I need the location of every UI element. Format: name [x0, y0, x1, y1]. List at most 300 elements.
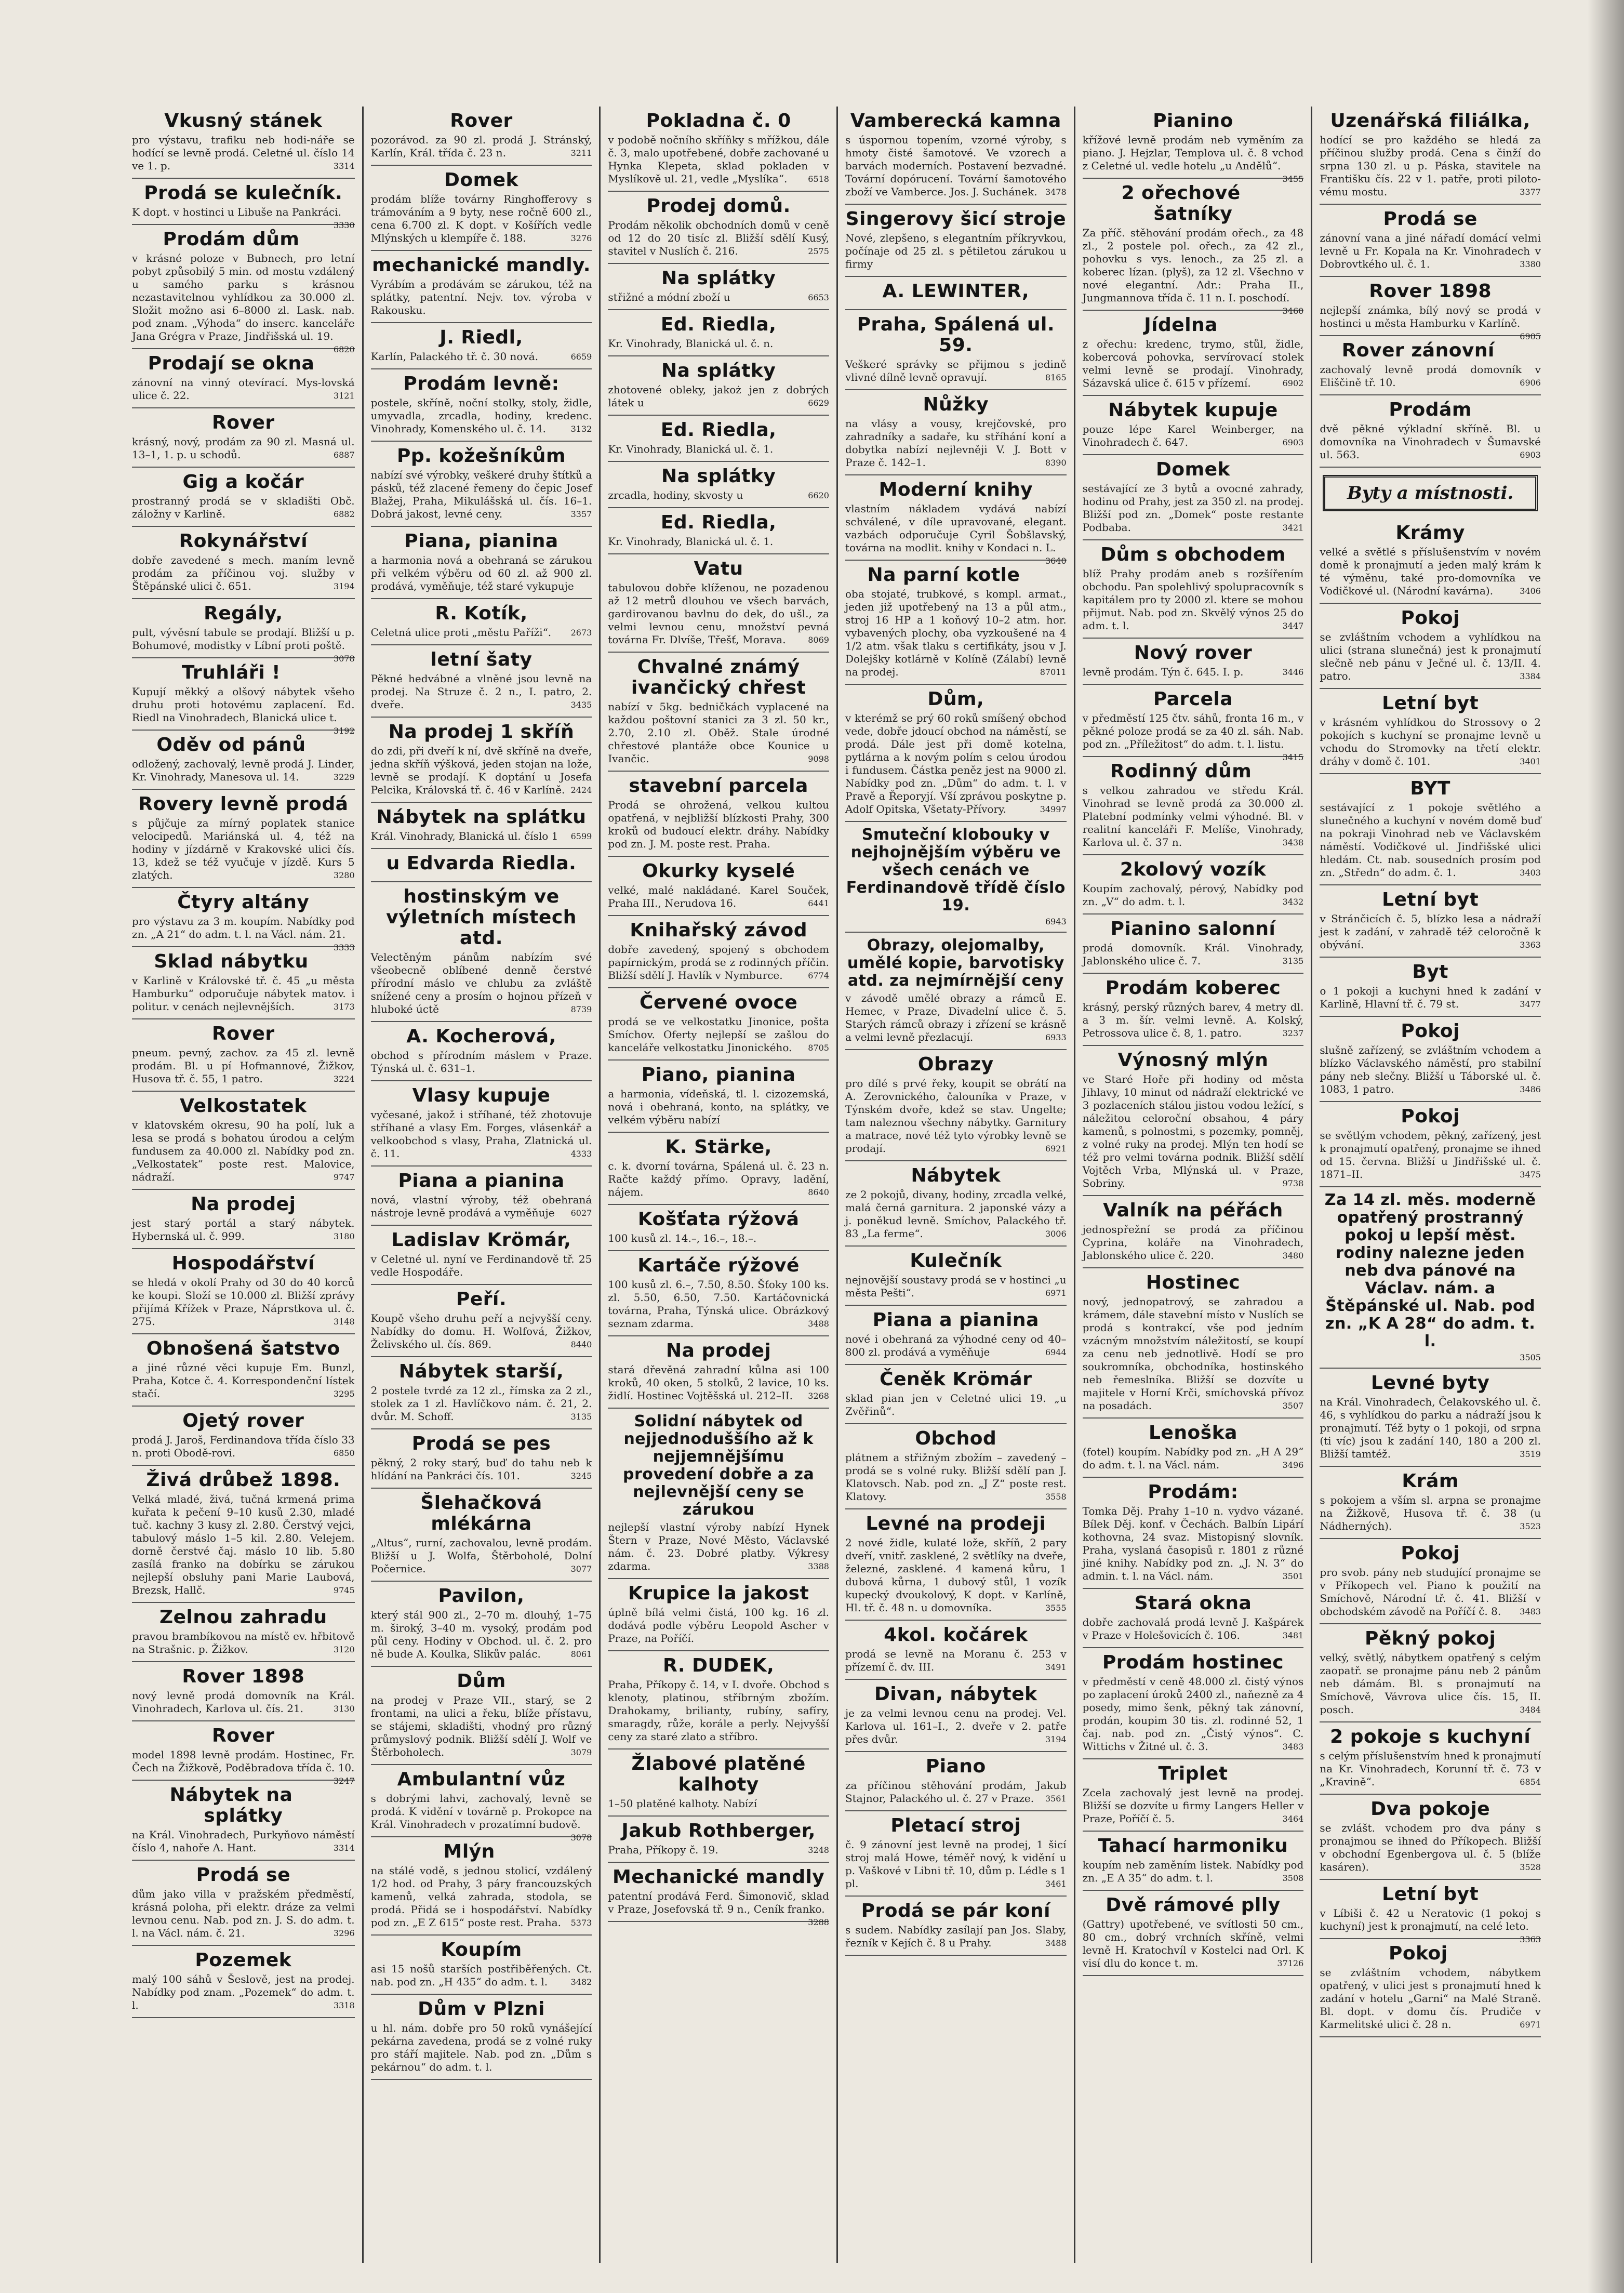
ad-body: 2 postele tvrdé za 12 zl., římska za 2 zl., stolek za 1 zl. Havlíčkovo nám. č. 21, 2. dvůr. M. Schoff. 3135	[370, 1384, 592, 1423]
ad-body: Tomka Děj. Prahy 1–10 n. vydvo vázané. Bílek Děj. konf. v Čechách. Balbín Lipárí kothovna, 24 svaz. Mistopisný slovník. Praha, vyslaná časopisů r. 1801 z různé jiné knihy. Nabídky pod zn. „J. N. 3“ do admin. t. l. na Václ. nám. 3501	[1082, 1505, 1304, 1582]
ad-code: 3248	[808, 1845, 829, 1855]
ad-body: prostranný prodá se v skladišti Obč. záložny v Karlině. 6882	[132, 495, 355, 520]
ad-body: prodá J. Jaroš, Ferdinandova třída číslo 33 n. proti Obodě-rovi. 6850	[132, 1434, 355, 1459]
classified-ad	[845, 277, 1067, 310]
classified-ad	[132, 947, 355, 1019]
ad-body: a harmonia nová a obehraná se zárukou při velkém výběru od 60 zl. až 900 zl. prodává, vyměňuje, též staré vykupuje	[370, 554, 592, 592]
ad-body: úplně bílá velmi čistá, 100 kg. 16 zl. dodává podle výběru Leopold Ascher v Praze, na Poříčí.	[608, 1606, 829, 1645]
classified-ad	[845, 1050, 1067, 1161]
ad-body: do zdi, při dveří k ní, dvě skříně na dveře, jedna skříň výšková, jeden stojan na lože, levně se prodají. K doptání u Josefa Pelcika, Královská tř. č. 46 v Karlíně. 2424	[370, 745, 592, 796]
classified-ad	[608, 356, 829, 416]
classified-ad	[845, 1306, 1067, 1365]
classified-ad	[608, 1061, 829, 1133]
ad-body: 100 kusů zl. 14.–, 16.–, 18.–.	[608, 1232, 757, 1244]
classified-ad	[371, 1167, 592, 1226]
classified-ad	[132, 1466, 355, 1603]
ad-body: Pěkné hedvábné a vlněné jsou levně na prodej. Na Struze č. 2 n., I. patro, 2. dveře. 3435	[370, 672, 592, 711]
classified-ad	[371, 849, 592, 882]
ad-heading: Prodá se kulečník.	[144, 182, 343, 204]
ad-heading: Rover	[212, 1725, 275, 1746]
classified-ad	[1083, 1268, 1304, 1419]
ad-heading: Hostinec	[1146, 1272, 1241, 1293]
ad-heading: Domek	[1156, 459, 1230, 480]
ad-body: Nové, zlepšeno, s elegantním příkryvkou, počínaje od 25 zl. s pětiletou zárukou u firmy	[845, 232, 1067, 270]
classified-ad	[371, 1022, 592, 1081]
ad-body: Zcela zachovalý jest levně na prodej. Bližší se dozvíte u firmy Langers Heller v Praze, Poříčí č. 5. 3464	[1082, 1786, 1304, 1825]
ad-body: pozorávod. za 90 zl. prodá J. Stránský, Karlín, Král. třída č. 23 n. 3211	[370, 134, 592, 159]
ad-code: 3006	[1045, 1229, 1067, 1239]
classified-ad	[1320, 1939, 1541, 2037]
classified-ad	[132, 349, 355, 408]
ad-code: 6905	[1520, 332, 1541, 341]
ad-body: v Karlině v Královské tř. č. 45 „u města Hamburku“ odporučuje nábytek matov. i politur. v cenách nejlevnějších. 3173	[132, 974, 355, 1013]
classified-ad	[132, 1190, 355, 1249]
ad-heading: Ojetý rover	[182, 1410, 304, 1432]
ad-heading: Sklad nábytku	[154, 951, 309, 972]
ad-body: v krásné poloze v Bubnech, pro letní pobyt způsobilý 5 min. od mostu vzdálený u samého parku s krásnou nezastavitelnou vyhlídkou za 30.000 zl. Složit možno asi 6–8000 zl. Lask. nab. pod znam. „Výhoda“ do inserc. kanceláře Jana Grégra v Praze, Jindřišská ul. 19. 6820	[132, 252, 355, 343]
ad-code: 6906	[1520, 378, 1541, 388]
ad-body: blíž Prahy prodám aneb s rozšířením obchodu. Pan spolehlivý spolupracovník s kapitálem pro ty 2000 zl. ktere se mohou přijmut. Nab. pod zn. Skvělý výnos 25 do adm. t. l. 3447	[1082, 567, 1304, 632]
ad-heading: R. DUDEK,	[663, 1655, 775, 1676]
ad-heading: Jakub Rothberger,	[621, 1820, 816, 1841]
ad-code: 4333	[570, 1149, 592, 1159]
ad-body: model 1898 levně prodám. Hostinec, Fr. Čech na Žižkově, Poděbradova třída č. 10. 3247	[132, 1748, 355, 1774]
ad-code: 3486	[1520, 1084, 1541, 1094]
ad-body: 2 nové židle, kulaté lože, skříň, 2 pary dveří, vnitř. zasklené, 2 světlíky na dveře, železné, zasklené. 4 kamená kůru, 1 dubová kůrna, 1 dubový stůl, 1 vozík kupecký dvoukolový, K dopt. v Karlíně, Hl. tř. č. 48 n. u domovníka. 3555	[845, 1536, 1067, 1614]
ad-heading: Krám	[1402, 1470, 1459, 1492]
ad-code: 8061	[570, 1649, 592, 1659]
ad-code: 6854	[1520, 1777, 1541, 1787]
ad-heading: Ed. Riedla,	[660, 419, 777, 441]
ad-code: 87011	[1040, 667, 1067, 677]
column-5	[1074, 107, 1311, 2263]
classified-ad	[608, 1205, 829, 1251]
ad-code: 6629	[808, 398, 829, 408]
ad-heading: Valník na péřách	[1103, 1200, 1283, 1221]
ad-code: 3478	[1045, 187, 1067, 197]
ad-body: střižné a módní zboží u 6653	[608, 291, 829, 303]
classified-ad	[132, 468, 355, 527]
ad-heading: Knihařský závod	[630, 920, 807, 941]
ad-code: 6820	[333, 344, 355, 354]
ad-code: 6659	[570, 352, 592, 362]
ad-heading: Žlabové platěné kalhoty	[631, 1753, 806, 1795]
ad-heading: Pokoj	[1401, 1543, 1460, 1564]
ad-heading: Prodá se	[196, 1864, 290, 1886]
ad-body: krásný, nový, prodám za 90 zl. Masná ul. 13–1, 1. p. u schodů. 6887	[132, 435, 355, 461]
classified-ad	[132, 179, 355, 230]
ad-code: 3173	[333, 1002, 355, 1012]
ad-code: 3120	[333, 1645, 355, 1654]
ad-code: 3132	[570, 424, 592, 434]
ad-body: na Král. Vinohradech, Purkyňovo náměstí číslo 4, nahoře A. Hant. 3314	[132, 1828, 355, 1854]
ad-body: zachovalý levně prodá domovník v Eliščině tř. 10. 6906	[1320, 363, 1541, 389]
ad-heading: Oděv od pánů	[156, 734, 306, 756]
ad-body: Za příč. stěhování prodám ořech., za 48 zl., 2 postele pol. ořech., za 42 zl., pohovku s vys. lenoch., za 25 zl. a koberec lízan. (plyš), za 12 zl. Všechno v nové elegantní. Adr.: Praha II., Jungmannova třída č. 11 n. I. poschodí. 3460	[1083, 227, 1304, 304]
ad-heading: Obrazy	[917, 1054, 994, 1075]
ad-code: 3461	[1045, 1879, 1067, 1889]
ad-heading: Piana a pianina	[872, 1309, 1039, 1331]
ad-code: 3229	[333, 772, 355, 782]
ad-body: krásný, perský různých barev, 4 metry dl. a 3 m. šír. velmi levně. A. Kolský, Petrossova ulice č. 8, 1. patro. 3237	[1082, 1001, 1304, 1039]
ad-heading: Vamberecká kamna	[850, 110, 1061, 131]
ad-body: se zvláštním vchodem a vyhlídkou na ulici (strana slunečná) jest k pronajmutí slečně neb pánu v Ječné ul. č. 13/II. 4. patro. 3384	[1320, 631, 1541, 682]
ad-code: 3288	[808, 1917, 829, 1927]
ad-code: 6441	[808, 898, 829, 908]
ad-body: Kupují měkký a olšový nábytek všeho druhu proti hotovému zaplacení. Ed. Riedl na Vinohradech, Blanická ulice t. 3192	[132, 685, 355, 724]
ad-body: K dopt. v hostinci u Libuše na Pankráci. 3330	[132, 206, 355, 219]
classified-ad	[371, 1936, 592, 1995]
ad-heading: Pokoj	[1401, 1106, 1460, 1127]
classified-ad	[1320, 604, 1541, 689]
ad-heading: Singerovy šicí stroje	[845, 208, 1067, 230]
ad-body: prodám blíže továrny Ringhofferovy s trámováním a 9 byty, nese ročně 600 zl., cena 6.700 zl. K dopt. v Košířích vedle Mlýnských u klempíře č. 188. 3276	[370, 193, 592, 244]
ad-body: Král. Vinohrady, Blanická ul. číslo 1 6599	[370, 830, 592, 842]
ad-heading: Kartáče rýžové	[637, 1255, 800, 1276]
ad-body: v krásném vyhlídkou do Strossovy o 2 pokojích s kuchyní se pronajme levně u vchodu do Stromovky na třetí elektr. dráhy v domě č. 101. 3401	[1320, 716, 1541, 767]
ad-code: 8069	[808, 635, 829, 645]
ad-body: v kterémž se prý 60 roků smíšený obchod vede, dobře jdoucí obchod na náměstí, se prodá. Dále jest při domě kotelna, pytlárna a k novým polím s celou úrodou i fundusem. Částka peněz jest na 9000 zl. Nabídky pod zn. „Dům“ do adm. t. l. v Pravě a Řeporyjí. Vší zprávou poskytne p. Adolf Opitska, Všetaty-Přívory. 34997	[845, 712, 1067, 815]
ad-heading: Rover 1898	[182, 1666, 305, 1687]
ad-code: 3363	[1520, 940, 1541, 950]
ad-heading: Velkostatek	[180, 1095, 307, 1117]
ad-code: 6933	[1045, 1032, 1067, 1042]
ad-code: 6944	[1045, 1347, 1067, 1357]
classified-ad	[1082, 685, 1304, 762]
ad-heading: Tahací harmoniku	[1098, 1835, 1288, 1857]
ad-heading: A. Kocherová,	[406, 1026, 556, 1047]
ad-heading: Rodinný dům	[1110, 761, 1252, 782]
ad-heading: mechanické mandly.	[372, 255, 591, 276]
ad-code: 6887	[333, 450, 355, 460]
ad-body: pneum. pevný, zachov. za 45 zl. levně prodám. Bl. u pí Hofmannové, Žižkov, Husova tř. č. 55, 1 patro. 3224	[132, 1046, 355, 1085]
classified-ad	[1320, 107, 1541, 205]
classified-ad	[371, 803, 592, 849]
ad-heading: Rover 1898	[1369, 281, 1492, 302]
ad-code: 2673	[570, 628, 592, 638]
ad-body: o 1 pokoji a kuchyni hned k zadání v Karlině, Hlavní tř. č. 79 st. 3477	[1320, 985, 1541, 1010]
ad-code: 3295	[333, 1389, 355, 1399]
ad-code: 3519	[1520, 1449, 1541, 1459]
classified-ad	[371, 166, 592, 251]
classified-ad	[1320, 885, 1541, 958]
classified-ad	[845, 1247, 1067, 1306]
ad-code: 3377	[1520, 187, 1541, 197]
ad-heading: Divan, nábytek	[874, 1684, 1037, 1705]
classified-ad	[132, 408, 355, 468]
ad-heading: 4kol. kočárek	[884, 1624, 1028, 1646]
ad-code: 8705	[808, 1043, 829, 1053]
ad-code: 3475	[1520, 1170, 1541, 1179]
ad-body: Velectěným pánům nabízím své všeobecně oblíbené denně čerstvé přírodní máslo ve chlubu za zvláště snížené ceny a prosím o hojnou přízeň v hluboké úctě 8739	[370, 951, 592, 1015]
ad-code: 3505	[1520, 1353, 1541, 1362]
classified-ad	[371, 599, 592, 645]
ad-body: na prodej v Praze VII., starý, se 2 frontami, na ulici a řeku, blíže přístavu, se stájemi, skladišti, vhodný pro různý průmyslový podnik. Bližší sdělí J. Wolf ve Štěrboholech. 3079	[370, 1694, 592, 1758]
classified-ad	[608, 1749, 829, 1817]
ad-heading: Jídelna	[1144, 314, 1218, 336]
ad-code: 3403	[1520, 868, 1541, 878]
ad-code: 3079	[570, 1747, 592, 1757]
classified-ad	[371, 1081, 592, 1167]
ad-body: velké a světlé s příslušenstvím v novém domě k pronajmutí a jeden malý krám k té výměnu, také pro-domovníka ve Vodičkové ul. (Národní kavárna). 3406	[1320, 546, 1541, 597]
classified-ad	[845, 1365, 1067, 1424]
ad-body: se zvláštním vchodem, nábytkem opatřený, v ulici jest s pronajmutí hned k zadání v hotelu „Garni“ na Malé Straně. Bl. dopt. v domu čís. Prudiče v Karmelitské ulici č. 28 n. 6971	[1320, 1966, 1541, 2031]
classified-ad	[608, 1651, 829, 1749]
ad-body: nové i obehraná za výhodné ceny od 40–800 zl. prodává a vyměňuje 6944	[845, 1333, 1067, 1358]
classified-ad	[132, 225, 355, 354]
ad-code: 3135	[1282, 956, 1304, 966]
ad-heading: Lenoška	[1149, 1422, 1237, 1443]
classified-ad	[845, 1509, 1067, 1621]
ad-body: prodá se levně na Moranu č. 253 v přízemí č. dv. III. 3491	[845, 1648, 1067, 1673]
classified-ad	[845, 475, 1067, 566]
ad-body: „Altus“, rurní, zachovalou, levně prodám. Bližší u J. Wolfa, Štěrboholé, Dolní Počernice. 3077	[370, 1536, 592, 1575]
ad-heading: BYT	[1410, 778, 1450, 799]
ad-code: 3224	[333, 1074, 355, 1084]
ad-body: hodící se pro každého se hledá za příčinou služby prodá. Cena s činží do srpna 130 zl. u p. Páska, stavitele na Františku čís. 22 v 1. patře, proti piloto-vému mostu. 3377	[1320, 134, 1541, 198]
ad-heading: Byt	[1412, 961, 1448, 983]
classified-ad	[132, 1249, 355, 1334]
classified-ad	[132, 1781, 355, 1861]
classified-columns	[125, 107, 1548, 2263]
ad-heading: Truhláři !	[181, 662, 281, 683]
ad-code: 3483	[1282, 1742, 1304, 1752]
ad-body: Velká mladé, živá, tučná krmená prima kuřata k pečení 9–10 kusů 2.30, mladé tuč. kachny 3 kusy zl. 2.80. Čerstvý vejci, tabulový máslo 1–5 kil. 2.80. Velejem. dorně čerstvé čaj. máslo 10 lib. 5.80 zasílá franko na dobírku se zárukou nejlepší obsluhy pani Marie Laubová, Brezsk, Hallč. 9745	[132, 1493, 355, 1596]
ad-code: 9098	[808, 754, 829, 764]
classified-ad	[132, 599, 355, 664]
ad-body: nabízí své výrobky, veškeré druhy štítků a pásků, též zlacené řemeny do čepic Josef Blažej, Praha, Mikulášská ul. čís. 16–1. Dobrá jakost, levné ceny. 3357	[370, 469, 592, 520]
ad-code: 6850	[333, 1448, 355, 1458]
ad-code: 3496	[1282, 1460, 1304, 1470]
classified-ad	[608, 462, 829, 508]
ad-heading: Piano, pianina	[641, 1064, 796, 1085]
classified-ad	[1320, 1369, 1541, 1467]
ad-heading: Ed. Riedla,	[660, 314, 777, 335]
ad-code: 3482	[570, 1977, 592, 1987]
classified-ad	[608, 107, 829, 192]
classified-ad	[1320, 1017, 1541, 1102]
ad-heading: 2 ořechové šatníky	[1121, 182, 1241, 224]
ad-heading: Okurky kyselé	[642, 860, 795, 882]
classified-ad	[371, 645, 592, 718]
ad-body: v Líbiši č. 42 u Neratovic (1 pokoj s kuchyní) jest k pronajmutí, na celé leto. 3363	[1320, 1907, 1541, 1933]
ad-heading: Krámy	[1395, 522, 1465, 544]
ad-body: pro výstavu, trafiku neb hodi-náře se hodící se levně prodá. Celetné ul. číslo 14 ve 1. p. 3314	[132, 134, 355, 172]
ad-body: vyčesané, jakož i stříhané, též zhotovuje stříhané a vlasy Em. Forges, vlásenkář a velkoobchod s vlasy, Praha, Zlatnická ul. č. 11. 4333	[370, 1108, 592, 1160]
ad-heading: Nůžky	[923, 394, 989, 415]
ad-heading: Dům,	[927, 688, 984, 710]
ad-body: (fotel) koupím. Nabídky pod zn. „H A 29“ do adm. t. l. na Václ. nám. 3496	[1082, 1446, 1304, 1471]
ad-heading: Solidní nábytek od nejjednoduššího až k nejjemnějšímu provedení dobře a za nejlevnější ceny se zárukou	[623, 1412, 815, 1519]
ad-heading: Hospodářství	[171, 1253, 315, 1274]
ad-code: 6903	[1282, 438, 1304, 447]
ad-heading: Nový rover	[1134, 642, 1253, 664]
classified-ad	[1082, 107, 1304, 184]
ad-heading: K. Stärke,	[665, 1136, 772, 1158]
classified-ad	[132, 731, 355, 790]
ad-body: Prodám několik obchodních domů v ceně od 12 do 20 tisíc zl. Bližší sdělí Kusý, stavitel v Nuslích č. 216. 2575	[608, 219, 829, 257]
ad-body: Celetná ulice proti „městu Paříži“. 2673	[370, 626, 592, 639]
ad-code: 3435	[570, 700, 592, 710]
ad-body: dobře zavedený, spojený s obchodem papírnickým, prodá se z rodinných příčin. Bližší sdělí J. Havlík v Nymburce. 6774	[608, 943, 829, 982]
classified-ad	[1083, 1891, 1304, 1976]
ad-body: s celým příslušenstvím hned k pronajmutí na Kr. Vinohradech, Korunní tř. č. 73 v „Kravině“. 6854	[1320, 1749, 1541, 1788]
ad-code: 37126	[1277, 1958, 1304, 1968]
ad-heading: Za 14 zl. měs. moderně opatřený prostranný pokoj u lepší měst. rodiny nalezne jeden neb dva pánové na Václav. nám. a Štěpánské ul. Nab. pod zn. „K A 28“ do adm. t. l.	[1324, 1191, 1536, 1350]
ad-body: dům jako villa v pražském předměstí, krásná poloha, při elektr. dráze za velmi levnou cenu. Nab. pod zn. J. S. do adm. t. l. na Václ. nám. č. 21. 3296	[132, 1888, 355, 1939]
ad-body: a harmonia, vídeňská, tl. l. cizozemská, nová i obehraná, konto, na splátky, ve velkém výběru nabízí	[608, 1088, 829, 1126]
ad-code: 9738	[1282, 1178, 1304, 1188]
ad-heading: Vlasy kupuje	[412, 1085, 551, 1106]
ad-body: nová, vlastní výroby, též obehraná nástroje levně prodává a vyměňuje 6027	[370, 1194, 592, 1219]
classified-ad	[371, 1285, 592, 1357]
classified-ad	[1320, 774, 1541, 885]
ad-code: 3558	[1045, 1492, 1067, 1502]
classified-ad	[845, 685, 1067, 822]
ad-heading: Na prodej 1 skříň	[388, 721, 575, 743]
ad-body: č. 9 zánovní jest levně na prodej, 1 šicí stroj malá Howe, téměř nový, k vidění u p. Vaškové v Libni tř. 10, dům p. Lédle s 1 pl. 3461	[845, 1838, 1067, 1890]
ad-body: s dobrými lahvi, zachovalý, levně se prodá. K vidění v továrně p. Prokopce na Král. Vinohradech v prozatímní budově. 3078	[371, 1792, 592, 1831]
classified-ad	[371, 323, 592, 369]
ad-heading: Pokoj	[1388, 1943, 1448, 1964]
classified-ad	[845, 1621, 1067, 1680]
ad-heading: Nábytek kupuje	[1108, 400, 1278, 421]
ad-body: dobře zavedené s mech. maním levně prodám za příčinou voj. služby v Štěpánské ulici č. 651. 3194	[132, 554, 355, 592]
ad-heading: Piana a pianina	[398, 1170, 565, 1191]
classified-ad	[608, 554, 829, 653]
classified-ad	[132, 888, 355, 952]
classified-ad	[1320, 519, 1541, 604]
ad-code: 3245	[570, 1471, 592, 1481]
ad-heading: 2 pokoje s kuchyní	[1330, 1726, 1531, 1747]
classified-ad	[1320, 1624, 1541, 1722]
ad-code: 3121	[333, 391, 355, 401]
ad-heading: Obrazy, olejomalby, umělé kopie, barvotisky atd. za nejmírnější ceny	[847, 936, 1064, 990]
classified-ad	[1320, 1187, 1541, 1369]
ad-heading: Zelnou zahradu	[159, 1607, 327, 1628]
ad-code: 3455	[1282, 174, 1304, 184]
classified-ad	[845, 205, 1067, 277]
ad-body: odložený, zachovalý, levně prodá J. Linder, Kr. Vinohrady, Manesova ul. 14. 3229	[132, 758, 355, 783]
classified-ad	[1083, 1759, 1304, 1832]
ad-body: zhotovené obleky, jakoż jen z dobrých látek u 6629	[608, 383, 829, 409]
ad-heading: Na splátky	[661, 268, 776, 289]
classified-ad	[845, 1424, 1067, 1509]
ad-heading: Prodá se	[1383, 208, 1477, 230]
ad-body: pro dílé s prvé řeky, koupit se obrátí na A. Zerovnického, čalouníka v Praze, v Týnském dvoře, kdež se stav. Ungelte; tam naleznou všechny nábytky. Garnitury a matrace, nové též tyto výrobky levně se prodají. 6921	[845, 1077, 1067, 1155]
column-3	[599, 107, 836, 2263]
classified-ad	[371, 369, 592, 442]
ad-heading: Chvalné známý ivančický chřest	[631, 656, 806, 698]
ad-body: 100 kusů zl. 6.–, 7.50, 8.50. Šťoky 100 ks. zl. 5.50, 6.50, 7.50. Kartáčovnická továrna, Praha, Týnská ulice. Obrázkový seznam zdarma. 3488	[608, 1278, 829, 1330]
classified-ad	[608, 508, 829, 554]
classified-ad	[1320, 277, 1541, 341]
ad-code: 3380	[1520, 259, 1541, 269]
ad-heading: Prodám levně:	[403, 373, 560, 394]
classified-ad	[1320, 1539, 1541, 1624]
ad-code: 8739	[570, 1004, 592, 1014]
ad-body: v předměstí 125 čtv. sáhů, fronta 16 m., v pěkné poloze prodá se za 40 zl. sáh. Nab. pod zn. „Příležitost“ do adm. t. l. listu. 3415	[1083, 712, 1304, 751]
ad-code: 3180	[333, 1231, 355, 1241]
classified-ad	[371, 1489, 592, 1582]
ad-heading: A. LEWINTER,	[882, 281, 1030, 302]
classified-ad	[1083, 1196, 1304, 1268]
ad-code: 3488	[808, 1319, 829, 1329]
ad-body: nejlepší známka, bílý nový se prodá v hostinci u města Hamburku v Karlíně. 6905	[1320, 304, 1541, 330]
ad-code: 3357	[570, 509, 592, 519]
ad-code: 3491	[1045, 1662, 1067, 1672]
ad-body: s velkou zahradou ve středu Král. Vinohrad se levně prodá za 30.000 zl. Platební podmínky velmi výhodné. Bl. v realitní kanceláři F. Melíše, Vinohrady, Karlova ul. č. 37 n. 3438	[1082, 784, 1304, 849]
ad-heading: Prodám koberec	[1105, 977, 1281, 999]
ad-heading: Stará okna	[1134, 1593, 1252, 1614]
classified-ad	[132, 527, 355, 599]
ad-code: 3296	[333, 1928, 355, 1938]
classified-ad	[1083, 455, 1304, 540]
classified-ad	[371, 1226, 592, 1285]
ad-code: 9747	[333, 1172, 355, 1182]
ad-heading: Pokoj	[1401, 1020, 1460, 1042]
ad-code: 3507	[1282, 1401, 1304, 1411]
ad-body: slušně zařízený, se zvláštním vchodem a blízko Václavského náměstí, pro stabilní pány neb slečny. Bližší u Táborské ul. č. 1083, 1 patro. 3486	[1320, 1044, 1541, 1095]
ad-body: Kr. Vinohrady, Blanická ul. č. n.	[608, 337, 774, 350]
ad-heading: Čtyry altány	[177, 892, 310, 913]
ad-heading: Na parní kotle	[867, 564, 1020, 586]
classified-ad	[371, 1429, 592, 1489]
ad-code: 3464	[1282, 1814, 1304, 1824]
column-1	[125, 107, 362, 2263]
ad-code: 3194	[1045, 1734, 1067, 1744]
ad-body: postele, skříně, noční stolky, stoly, židle, umyvadla, zrcadla, hodiny, kredenc. Vinohrady, Komenského ul. č. 14. 3132	[370, 396, 592, 435]
ad-heading: Rover zánovní	[1341, 340, 1495, 361]
ad-body: prodá se ve velkostatku Jinonice, pošta Smíchov. Oferty nejlepší se zašlou do kanceláře velkostatku Jinonického. 8705	[608, 1015, 829, 1054]
ad-body: Praha, Příkopy č. 19. 3248	[608, 1844, 829, 1856]
ad-heading: Rover	[212, 412, 275, 433]
ad-body: Praha, Příkopy č. 14, v I. dvoře. Obchod s klenoty, platinou, stříbrným zbožím. Drahokamy, brilianty, rubíny, safíry, smaragdy, růže, korále a perly. Nejvyšší ceny za staré zlato a stříbro.	[608, 1678, 829, 1743]
classified-ad	[608, 916, 829, 988]
column-6	[1311, 107, 1548, 2263]
ad-code: 3363	[1520, 1934, 1541, 1944]
classified-ad	[1320, 1880, 1541, 1944]
classified-ad	[1320, 1102, 1541, 1187]
ad-code: 6027	[570, 1208, 592, 1218]
ad-code: 6971	[1045, 1288, 1067, 1298]
classified-ad	[1083, 1046, 1304, 1196]
ad-code: 2575	[808, 246, 829, 256]
ad-heading: Dvě rámové plly	[1106, 1894, 1281, 1916]
ad-body: 1–50 platěné kalhoty. Nabízí	[608, 1797, 757, 1810]
classified-ad	[845, 310, 1067, 390]
ad-heading: R. Kotík,	[435, 603, 528, 624]
ad-heading: Nábytek starší,	[398, 1361, 564, 1382]
classified-ad	[608, 988, 829, 1061]
ad-code: 3318	[333, 2000, 355, 2010]
ad-heading: Pěkný pokoj	[1364, 1628, 1496, 1649]
classified-ad	[132, 658, 355, 736]
classified-ad	[132, 107, 355, 179]
ad-code: 3314	[333, 1843, 355, 1853]
ad-heading: u Edvarda Riedla.	[386, 853, 577, 874]
ad-heading: Prodám dům	[163, 229, 300, 250]
ad-body: křížové levně prodám neb vyměním za piano. J. Hejzlar, Templova ul. č. 8 vchod z Celetné ul. vedle hotelu „u Andělů“. 3455	[1083, 134, 1304, 173]
classified-ad	[608, 416, 829, 462]
classified-ad	[608, 1863, 829, 1927]
classified-ad	[1083, 855, 1304, 914]
classified-ad	[132, 1861, 355, 1946]
ad-code: 3528	[1520, 1862, 1541, 1872]
ad-heading: Obchod	[915, 1428, 997, 1449]
ad-heading: Levné byty	[1371, 1372, 1490, 1394]
ad-body: pult, vývěsní tabule se prodají. Bližší u p. Bohumové, modistky v Líbní proti poště. 3078	[132, 626, 355, 652]
